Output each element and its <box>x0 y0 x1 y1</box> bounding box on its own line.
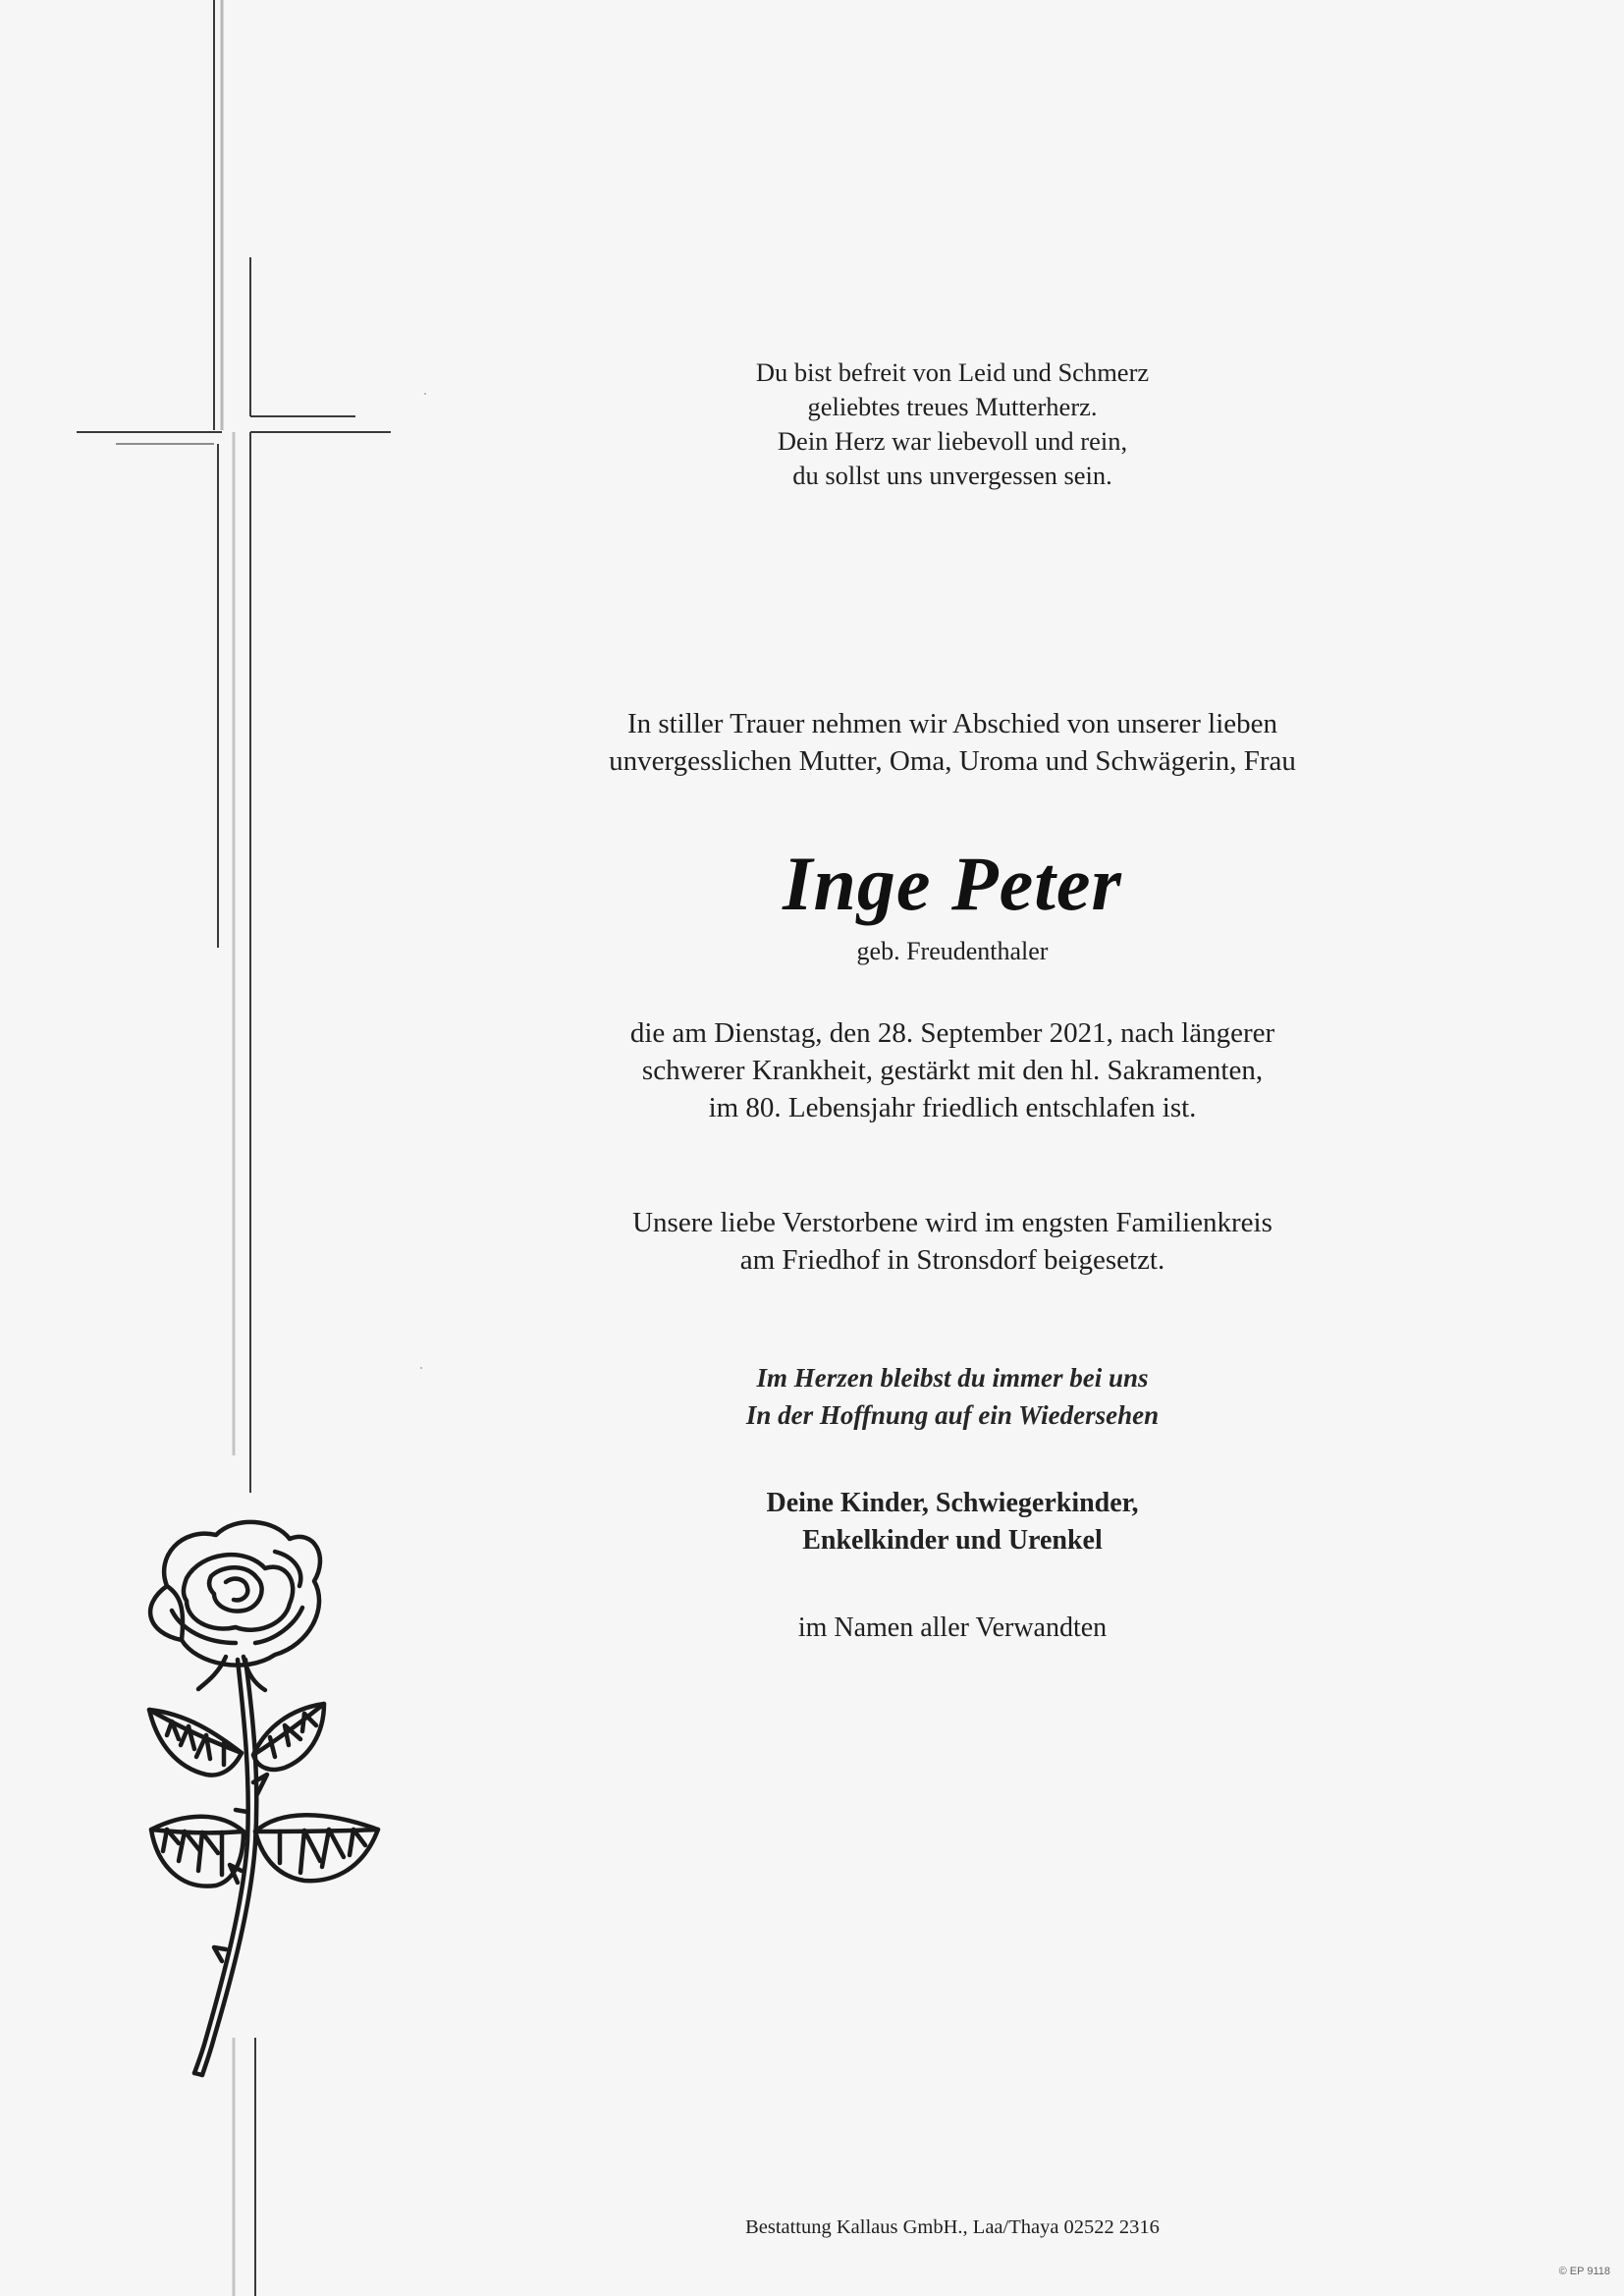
intro-line: In stiller Trauer nehmen wir Abschied von unserer lieben <box>626 708 1277 739</box>
burial-line: am Friedhof in Stronsdorf beigesetzt. <box>739 1244 1165 1276</box>
family-line: Enkelkinder und Urenkel <box>802 1525 1103 1556</box>
intro-line: unvergesslichen Mutter, Oma, Uroma und Schwägerin, Frau <box>609 745 1296 777</box>
announcement-intro <box>511 705 1394 780</box>
relatives-line: im Namen aller Verwandten <box>797 1613 1108 1643</box>
paper-speck <box>424 393 426 395</box>
burial-line: Unsere liebe Verstorbene wird im engsten Familienkreis <box>632 1207 1272 1238</box>
poem-line: Du bist befreit von Leid und Schmerz <box>755 357 1150 387</box>
death-line: die am Dienstag, den 28. September 2021, nach längerer <box>629 1017 1275 1049</box>
poem-line: du sollst uns unvergessen sein. <box>792 461 1112 490</box>
funeral-home-footer: Bestattung Kallaus GmbH., Laa/Thaya 02522 2316 <box>745 2216 1160 2238</box>
motto-line: In der Hoffnung auf ein Wiedersehen <box>745 1400 1160 1430</box>
poem <box>511 355 1394 493</box>
poem-line: Dein Herz war liebevoll und rein, <box>777 426 1128 456</box>
death-details <box>511 1014 1394 1126</box>
copyright-mark: © EP 9118 <box>1558 2266 1610 2277</box>
death-line: im 80. Lebensjahr friedlich entschlafen ist. <box>708 1092 1197 1123</box>
rose-icon <box>128 1517 403 2087</box>
deceased-name: Inge Peter <box>783 841 1122 926</box>
death-line: schwerer Krankheit, gestärkt mit den hl. Sakramenten, <box>641 1055 1264 1086</box>
family-signature <box>511 1485 1394 1559</box>
paper-speck <box>420 1367 422 1369</box>
burial-details <box>511 1204 1394 1279</box>
poem-line: geliebtes treues Mutterherz. <box>807 392 1098 421</box>
family-line: Deine Kinder, Schwiegerkinder, <box>766 1488 1139 1518</box>
birth-name: geb. Freudenthaler <box>856 937 1049 965</box>
motto-line: Im Herzen bleibst du immer bei uns <box>756 1363 1149 1393</box>
memorial-motto <box>511 1359 1394 1434</box>
